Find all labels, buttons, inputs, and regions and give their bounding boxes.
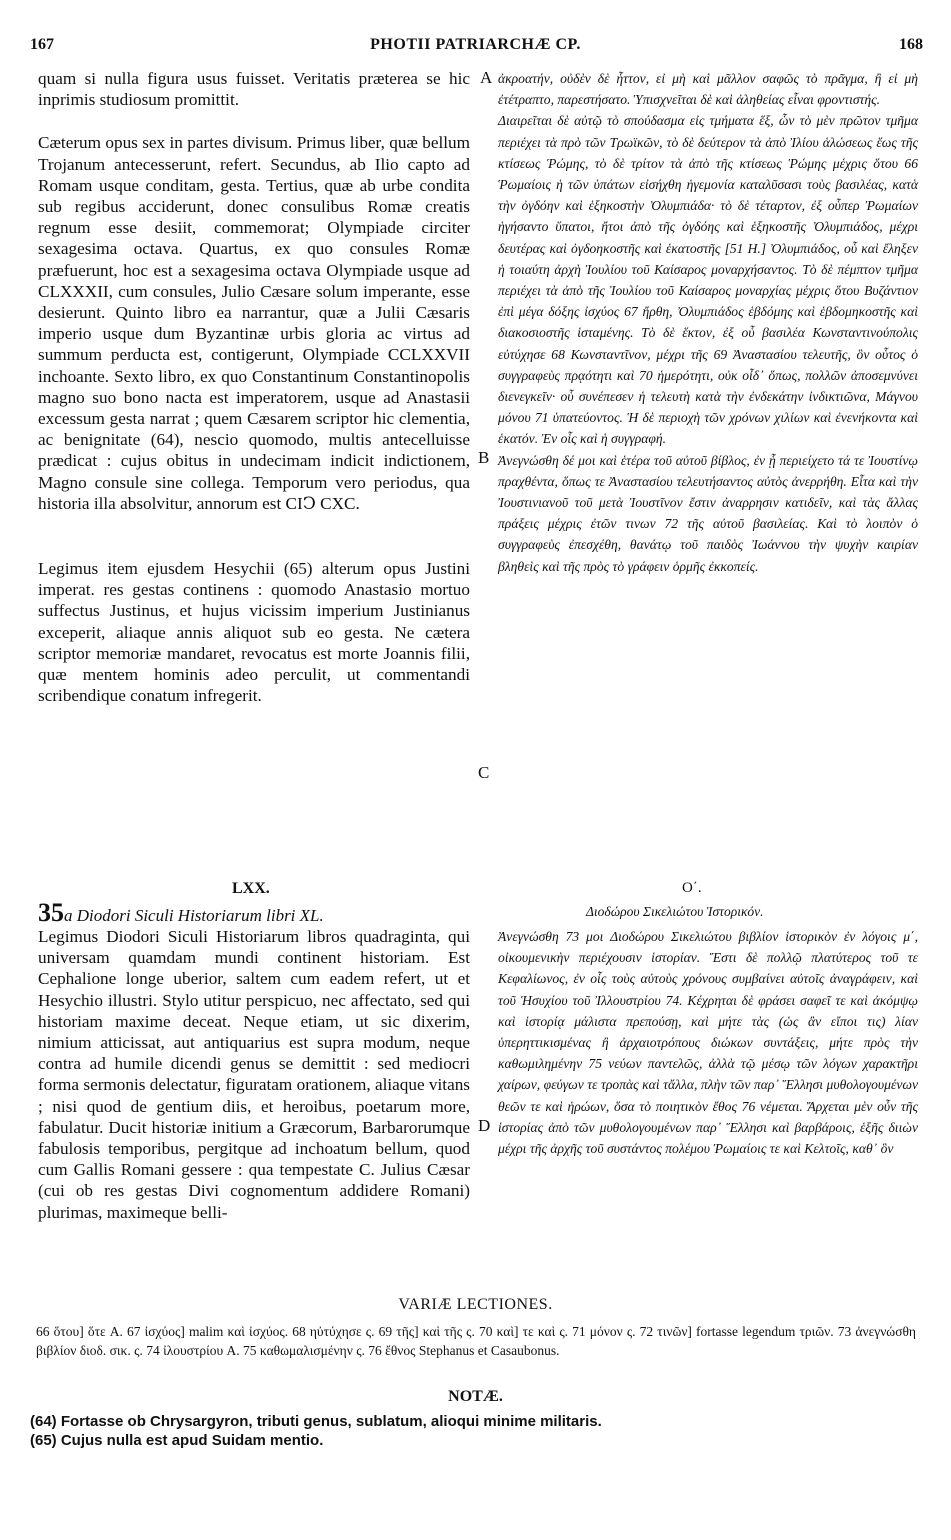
latin-section-heading: LXX. (232, 880, 270, 897)
latin-column (38, 68, 470, 706)
note-item: (65) Cujus nulla est apud Suidam mentio. (30, 1432, 324, 1449)
note-item: (64) Fortasse ob Chrysargyron, tributi genus, sublatum, alioqui minime militaris. (30, 1413, 602, 1430)
margin-letter: A (480, 68, 493, 87)
margin-letter: C (478, 763, 490, 782)
greek-column-lower (498, 926, 918, 1159)
section-number: 35 (38, 898, 64, 927)
greek-paragraph: Ἀνεγνώσθη 73 μοι Διοδώρου Σικελιώτου βιβλίον ἱστορικὸν ἐν λόγοις μ΄, οἰκουμενικὴν περιέχουσιν ἱστορίαν. Ἔστι δὲ πολλῷ πλατύτερος τοῦ τε Κεφαλίωνος, ἐν οἷς τοὺς αὐτοὺς χρόνους συμβαίνει αὐτοῖς ἀναγράφειν, καὶ τοῦ Ἡσυχίου τοῦ Ἰλλουστρίου 74. Κέχρηται δὲ φράσει σαφεῖ τε καὶ ἀκόμψῳ καὶ ἱστορίᾳ μάλιστα πρεπούσῃ, καὶ μήτε τὰς (ὡς ἂν εἴποι τις) λίαν ὑπερηττικισμένας ἢ ἀρχαιοτρόπους διώκων συντάξεις, μήτε πρὸς τὴν καθωμιλημένην 75 νεύων παντελῶς, ἀλλὰ τῷ μέσῳ τῶν λόγων χαρακτῆρι χαίρων, φεύγων τε τροπὰς καὶ τἄλλα, πλὴν τῶν παρ᾽ Ἕλλησι μυθολογουμένων θεῶν τε καὶ ἡρώων, ὅσα τὸ ποιητικὸν ἔθος 76 νέμεται. Ἄρχεται μὲν οὖν τῆς ἱστορίας ἀπὸ τῶν μυθολογουμένων παρ᾽ Ἕλλησι καὶ βαρβάροις, ἑξῆς διιὼν μέχρι τῆς ἀρχῆς τοῦ συστάντος πολέμου Ῥωμαίοις τε καὶ Κελτοῖς, καθ᾽ ὃν (498, 929, 918, 1157)
margin-letter: D (478, 1116, 491, 1135)
page-number-right: 168 (899, 36, 923, 53)
subtitle-text: a Diodori Siculi Historiarum libri XL. (64, 906, 324, 925)
latin-paragraph: Legimus Diodori Siculi Historiarum libros quadraginta, qui universam quamdam mundi continent historiam. Est Cephalione longe uberior, saltem cum eadem refert, ut et Hesychio illustri. Stylo utitur perspicuo, nec affectato, sed qui historiam maxime deceat. Neque etiam, ut sic dixerim, nimium atticissat, aut antiquarius est supra modum, neque contra ad humile dicendi genus se demittit : sed mediocri forma sermonis delectatur, figuratam orationem, aliaque vitans ; nisi quod de gentium diis, et heroibus, poetarum more, fabulatur. Ducit historiæ initium a Græcorum, Barbarorumque fabulosis temporibus, pergitque ad inchoatum bellum, quod cum Gallis Romani gessere : qua tempestate C. Julius Cæsar (cui ob res gestas Divi cognomentum addidere Romani) plurimas, maximeque belli- (38, 927, 470, 1222)
greek-section-subtitle: Διοδώρου Σικελιώτου Ἱστορικόν. (586, 904, 764, 919)
running-title: PHOTII PATRIARCHÆ CP. (370, 36, 581, 53)
variae-lectiones-text: 66 ὅτου] ὅτε A. 67 ἰσχύος] malim καὶ ἰσχύος. 68 ηὐτύχησε ς. 69 τῆς] καὶ τῆς ς. 70 καὶ] τε καὶ ς. 71 μόνον ς. 72 τινῶν] fortasse legendum τριῶν. 73 ἀνεγνώσθη βιβλίον διοδ. σικ. ς. 74 ἰλουστρίου A. 75 καθωμαλισμένην ς. 76 ἔθνος Stephanus et Casaubonus. (36, 1324, 916, 1358)
greek-paragraph: ἀκροατήν, οὐδὲν δὲ ἧττον, εἰ μὴ καὶ μᾶλλον σαφῶς τὸ πρᾶγμα, ἢ εἰ μὴ ἐτέτραπτο, παρεστήσατο. Ὑπισχνεῖται δὲ καὶ ἀληθείας εἶναι φροντιστής. (498, 71, 918, 108)
latin-paragraph: Cæterum opus sex in partes divisum. Primus liber, quæ bellum Trojanum antecesserunt, refert. Secundus, ab Ilio capto ad Romam usque conditam, gesta. Tertius, quæ ab urbe condita sub regibus acciderunt, donec consulibus Romæ creatis regnum esse desiit, commemorat; Olympiade circiter sexagesima octava. Quartus, ex quo consules Romæ præfuerunt, hoc est a sexagesima octava Olympiade usque ad CLXXXII, cum consules, Julio Cæsare solum imperante, esse desierunt. Quinto libro ea narrantur, quæ a Julii Cæsaris imperio usque dum Byzantinæ urbis gloria ac virtus ad summum perducta est, contigerunt, Olympiade CCLXXVII inchoante. Sexto libro, ex quo Constantinum Constantinopolis magno suo bono nacta est imperatorem, usque ad Anastasii excessum gesta narrat ; quem Cæsarem scriptor hic clementia, ac benignitate (64), nescio quomodo, multis antecelluisse prædicat : cujus obitus in undecimam indicit indictionem, Magno consule sine collega. Temporum vero periodus, qua historia illa absolvitur, annorum est CIↃ CXC. (38, 133, 470, 513)
page-number-left: 167 (30, 36, 54, 53)
latin-paragraph: quam si nulla figura usus fuisset. Veritatis præterea se hic inprimis studiosum promittit. (38, 69, 470, 110)
greek-column (498, 68, 918, 577)
latin-section-subtitle (38, 898, 324, 928)
greek-paragraph: Διαιρεῖται δὲ αὐτῷ τὸ σπούδασμα εἰς τμήματα ἕξ, ὧν τὸ μὲν πρῶτον τμῆμα περιέχει τὰ πρὸ τῶν Τρωϊκῶν, τὸ δὲ δεύτερον τὰ ἀπὸ Ἰλίου ἁλώσεως ἕως τῆς κτίσεως Ῥώμης, τὸ δὲ τρίτον τὰ ἀπὸ τῆς κτίσεως Ῥώμης μέχρις ὅτου 66 Ῥωμαίοις ἡ τῶν ὑπάτων εἰσήχθη ἡγεμονία καταλῦσασι τοὺς βασιλέας, κατὰ τὴν ὀγδόην καὶ ἑξηκοστὴν Ὀλυμπιάδα· τὸ δὲ τέταρτον, ἐξ οὗπερ Ῥωμαίων ἡγήσαντο ὕπατοι, ἤτοι ἀπὸ τῆς ὀγδόης καὶ ἑξηκοστῆς Ὀλυμπιάδος, μέχρι δευτέρας καὶ ὀγδοηκοστῆς καὶ ἑκατοστῆς [51 H.] Ὀλυμπιάδος, οὗ καὶ ἔληξεν ἡ τοιαύτη ἀρχὴ Ἰουλίου τοῦ Καίσαρος μοναρχήσαντος. Τὸ δὲ πέμπτον τμῆμα περιέχει τὰ ἀπὸ τῆς Ἰουλίου τοῦ Καίσαρος μοναρχίας μέχρις ὅτου Βυζάντιον ἐπὶ μέγα δόξης ἰσχύος 67 ἤρθη, Ὀλυμπιάδος ἑβδόμης καὶ ἑβδομηκοστῆς καὶ διακοσιοστῆς ἱσταμένης. Τὸ δὲ ἕκτον, ἐξ οὗ βασιλέα Κωνσταντινούπολις εὐτύχησε 68 Κωνσταντῖνον, μέχρι τῆς 69 Ἀναστασίου τελευτῆς, ὃν οὗτος ὁ συγγραφεὺς πρᾳότητι καὶ 70 ἡμερότητι, οὐκ οἶδ᾽ ὅπως, πολλῶν ἀποσεμνύνει διενεγκεῖν· οὗ συνέπεσεν ἡ τελευτὴ κατὰ τὴν ἐνδεκάτην ἰνδικτιῶνα, Μάγνου μόνου 71 ὑπατεύοντος. Ἡ δὲ περιοχὴ τῶν χρόνων χιλίων καὶ ἐνενήκοντα καὶ ἑκατόν. Ἐν οἷς καὶ ἡ συγγραφή. (498, 113, 918, 447)
margin-letter: B (478, 448, 490, 467)
notae-heading: NOTÆ. (448, 1388, 503, 1405)
latin-column-lower (38, 926, 470, 1223)
latin-paragraph: Legimus item ejusdem Hesychii (65) alterum opus Justini imperat. res gestas continens : quomodo Anastasio mortuo suffectus Justinus, et hujus vicissim imperium Justinianus exceperit, aliaque annis aliquot sub eo gesta. Ne cætera scriptor memoriæ mandaret, revocatus est morte Joannis filii, quæ mentem hominis adeo perculit, ut commentandi scribendique conatum infregerit. (38, 559, 470, 706)
greek-section-heading: Ο΄. (682, 880, 702, 896)
variae-lectiones-heading: VARIÆ LECTIONES. (398, 1296, 553, 1313)
greek-paragraph: Ἀνεγνώσθη δέ μοι καὶ ἑτέρα τοῦ αὐτοῦ βίβλος, ἐν ᾗ περιείχετο τά τε Ἰουστίνῳ πραχθέντα, ὅπως τε Ἀναστασίου τελευτήσαντος αὐτὸς ἀνερρήθη. Εἶτα καὶ τὴν Ἰουστινιανοῦ τοῦ μετὰ Ἰουστῖνον ἔστιν ἀναρρησιν κατιδεῖν, καὶ τὰς ἄλλας πράξεις μέχρις ἐτῶν τινων 72 τῆς αὐτοῦ βασιλείας. Καὶ τὸ λοιπὸν ὁ συγγραφεὺς ἐπεσχέθη, θανάτῳ τοῦ παιδὸς Ἰωάννου τὴν ψυχὴν καιρίαν βληθεὶς καὶ τῆς πρὸς τὸ γράφειν ὁρμῆς ἐκκοπείς. (498, 452, 918, 574)
notae-list (30, 1412, 910, 1450)
